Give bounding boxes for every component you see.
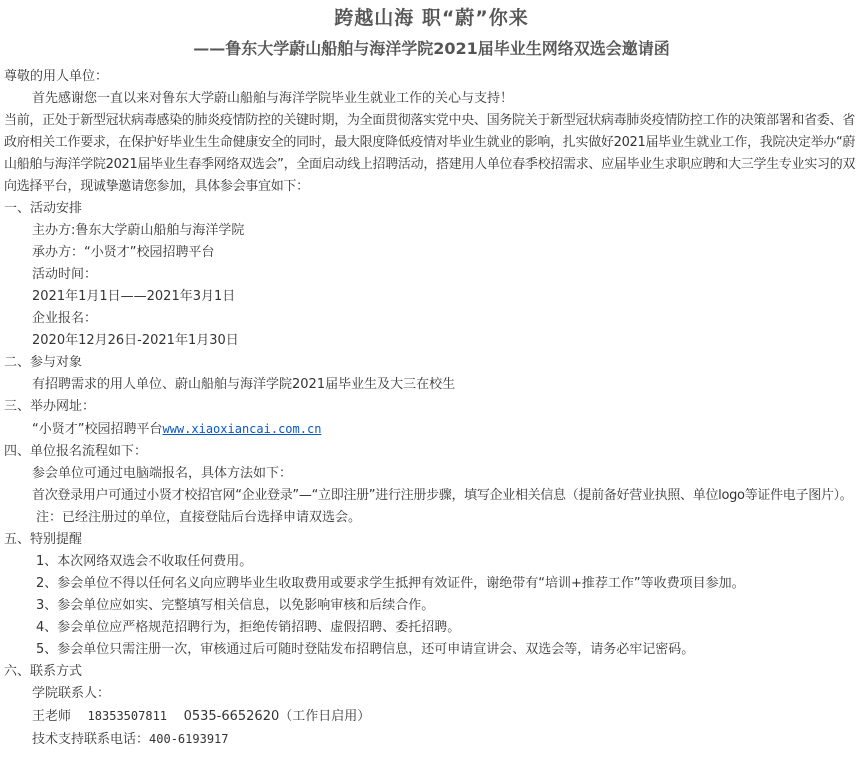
reminder-item: 5、参会单位只需注册一次，审核通过后可随时登陆发布招聘信息，还可申请宣讲会、双选会等，请务必牢记密码。: [36, 642, 695, 657]
registration-steps: 首次登录用户可通过小贤才校招官网“企业登录”—“立即注册”进行注册步骤，填写企业相关信息（提前备好营业执照、单位logo等证件电子图片）。: [32, 488, 853, 503]
registration-label: 企业报名：: [32, 311, 98, 326]
reminder-item: 3、参会单位应如实、完整填写相关信息，以免影响审核和后续合作。: [36, 598, 435, 613]
support-phone: 400-6193917: [149, 732, 229, 746]
contact-mobile: 18353507811: [87, 709, 168, 723]
reminder-item: 1、本次网络双选会不收取任何费用。: [36, 554, 253, 569]
page-subtitle: ——鲁东大学蔚山船舶与海洋学院2021届毕业生网络双选会邀请函: [193, 39, 670, 58]
contact-line: [4, 705, 859, 728]
website-link[interactable]: www.xiaoxiancai.com.cn: [162, 422, 322, 436]
organizer: 主办方:鲁东大学蔚山船舶与海洋学院: [32, 223, 245, 238]
greeting: 尊敬的用人单位：: [4, 69, 109, 84]
support-line: [4, 728, 859, 751]
section1-heading: 一、活动安排: [4, 201, 83, 216]
registration-method: 参会单位可通过电脑端报名，具体方法如下：: [32, 466, 293, 481]
reminder-item: 2、参会单位不得以任何名义向应聘毕业生收取费用或要求学生抵押有效证件，谢绝带有“培训+推荐工作”等收费项目参加。: [36, 576, 745, 591]
platform-name: “小贤才”校园招聘平台: [32, 422, 163, 437]
thanks-paragraph: 首先感谢您一直以来对鲁东大学蔚山船舶与海洋学院毕业生就业工作的关心与支持！: [32, 91, 514, 106]
section4-heading: 四、单位报名流程如下：: [4, 444, 148, 459]
page-title: 跨越山海 职“蔚”你来: [334, 7, 529, 29]
co-organizer: 承办方：“小贤才”校园招聘平台: [32, 245, 215, 260]
activity-time-value: 2021年1月1日——2021年3月1日: [32, 289, 236, 304]
intro-paragraph: 当前，正处于新型冠状病毒感染的肺炎疫情防控的关键时期，为全面贯彻落实党中央、国务院关于新型冠状病毒肺炎疫情防控工作的决策部署和省委、省政府相关工作要求，在保护好毕业生生命健康安全的同时，最大限度降低疫情对毕业生就业的影响，扎实做好2021届毕业生就业工作，我院决定举办“蔚山船舶与海洋学院2021届毕业生春季网络双选会”，全面启动线上招聘活动，搭建用人单位春季校招需求、应届毕业生求职应聘和大三学生专业实习的双向选择平台，现诚挚邀请您参加，具体参会事宜如下：: [4, 113, 856, 194]
participants: 有招聘需求的用人单位、蔚山船舶与海洋学院2021届毕业生及大三在校生: [32, 377, 456, 392]
support-label: 技术支持联系电话：: [32, 732, 150, 747]
contact-phone: 0535-6652620（工作日启用）: [183, 709, 371, 724]
reminder-item: 4、参会单位应严格规范招聘行为，拒绝传销招聘、虚假招聘、委托招聘。: [36, 620, 461, 635]
section6-heading: 六、联系方式: [4, 664, 83, 679]
registration-value: 2020年12月26日-2021年1月30日: [32, 333, 239, 348]
invitation-letter: [0, 4, 863, 779]
section5-heading: 五、特别提醒: [4, 532, 83, 547]
activity-time-label: 活动时间：: [32, 267, 98, 282]
website-line: [4, 418, 859, 441]
section2-heading: 二、参与对象: [4, 355, 83, 370]
contact-label: 学院联系人：: [32, 686, 111, 701]
contact-name: 王老师: [32, 709, 72, 724]
registration-note: 注：已经注册过的单位，直接登陆后台选择申请双选会。: [36, 510, 362, 525]
section3-heading: 三、举办网址：: [4, 399, 96, 414]
